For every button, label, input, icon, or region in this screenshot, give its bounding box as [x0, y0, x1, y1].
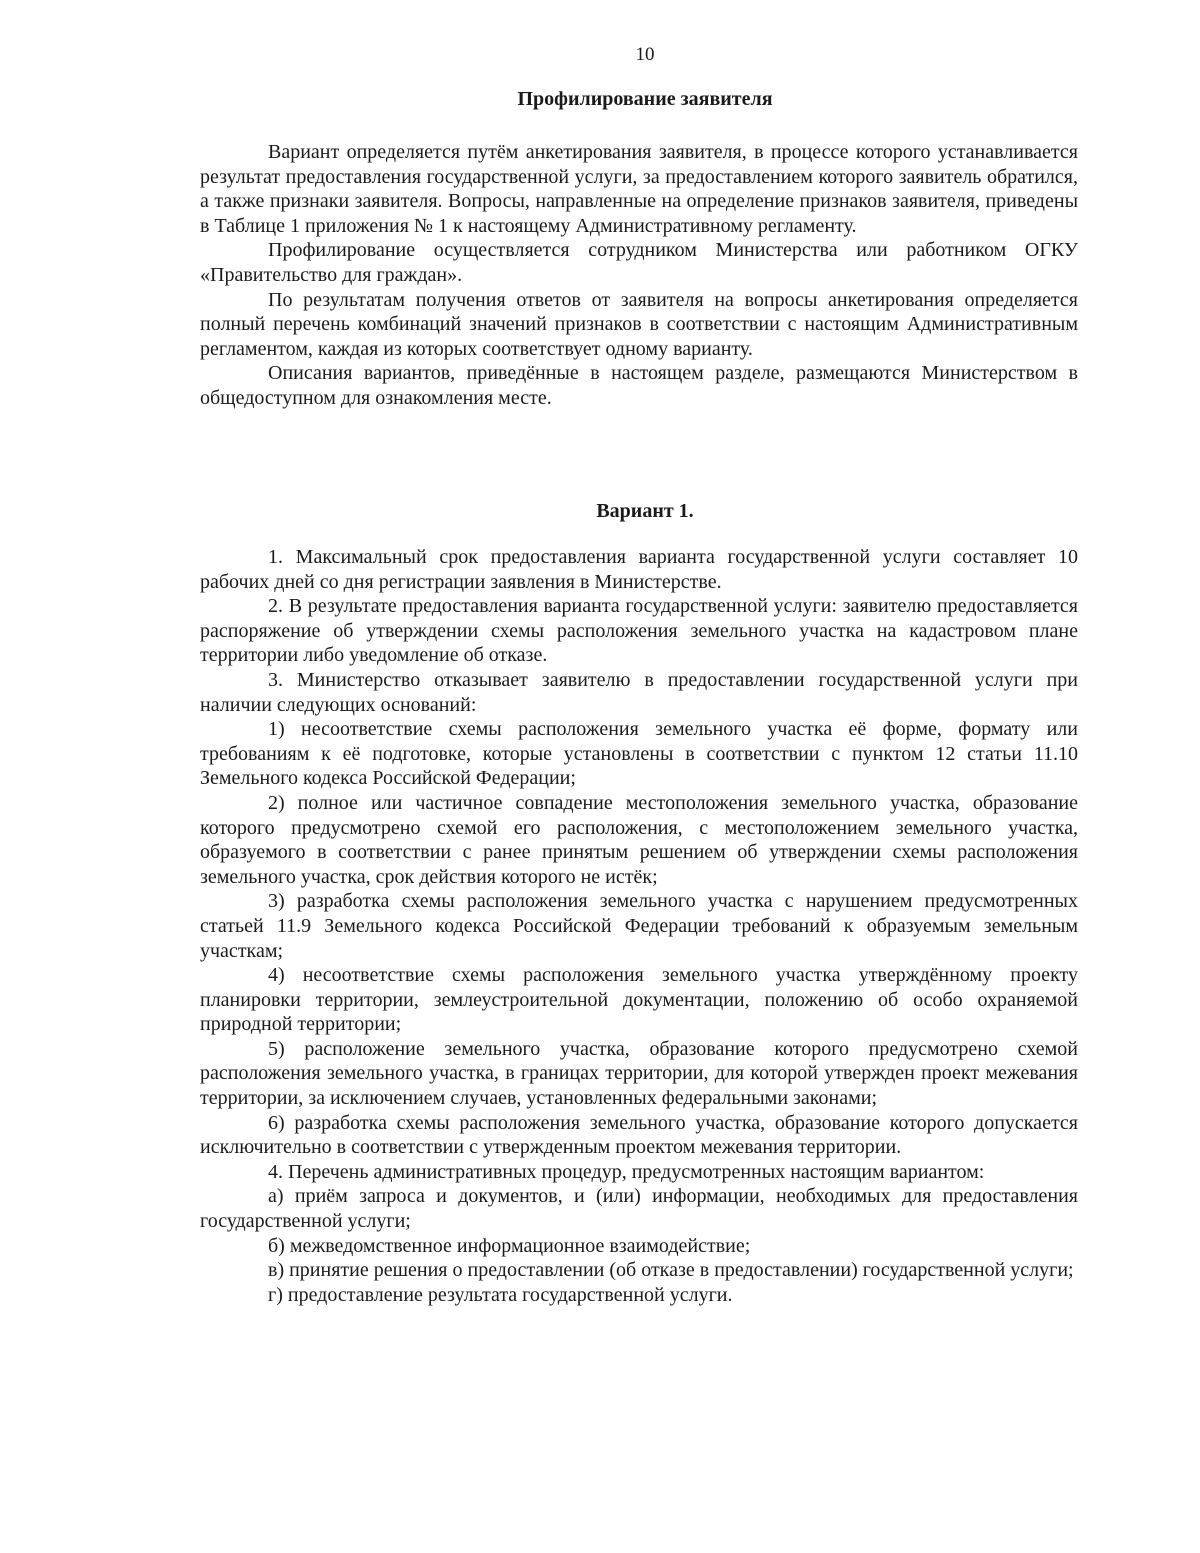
list-item: 5) расположение земельного участка, образование которого предусмотрено схемой расположения земельного участка, в границах территории, для которой утвержден проект межевания территории, за исключением случаев, установленных федеральными законами; — [200, 1037, 1078, 1110]
list-item: в) принятие решения о предоставлении (об отказе в предоставлении) государственной услуги; — [268, 1259, 1074, 1282]
paragraph: 4. Перечень административных процедур, предусмотренных настоящим вариантом: — [268, 1160, 985, 1183]
list-item: г) предоставление результата государственной услуги. — [268, 1283, 733, 1306]
list-item: 4) несоответствие схемы расположения земельного участка утверждённому проекту планировки территории, землеустроительной документации, положению об особо охраняемой природной территории; — [200, 964, 1078, 1036]
paragraph: Вариант определяется путём анкетирования заявителя, в процессе которого устанавливается результат предоставления государственной услуги, за предоставлением которого заявитель обратился, а также признаки заявителя. Вопросы, направленные на определение признаков заявителя, приведены в Таблице 1 приложения № 1 к настоящему Административному регламенту. — [200, 141, 1078, 237]
list-item: б) межведомственное информационное взаимодействие; — [268, 1234, 751, 1257]
section-profiling-body — [200, 140, 1078, 411]
list-item: 2) полное или частичное совпадение местоположения земельного участка, образование которого предусмотрено схемой его расположения, с местоположением земельного участка, образуемого в соответствии с ранее принятым решением об утверждении схемы расположения земельного участка, срок действия которого не истёк; — [200, 791, 1078, 888]
section-title-variant-1: Вариант 1. — [596, 500, 694, 522]
paragraph: Описания вариантов, приведённые в настоящем разделе, размещаются Министерством в общедоступном для ознакомления месте. — [200, 362, 1078, 409]
paragraph: 1. Максимальный срок предоставления варианта государственной услуги составляет 10 рабочих дней со дня регистрации заявления в Министерстве. — [200, 546, 1078, 593]
paragraph: Профилирование осуществляется сотрудником Министерства или работником ОГКУ «Правительство для граждан». — [200, 239, 1078, 286]
paragraph: 2. В результате предоставления варианта государственной услуги: заявителю предоставляется распоряжение об утверждении схемы расположения земельного участка на кадастровом плане территории либо уведомление об отказе. — [200, 595, 1078, 667]
list-item: 1) несоответствие схемы расположения земельного участка её форме, формату или требованиям к её подготовке, которые установлены в соответствии с пунктом 12 статьи 11.10 Земельного кодекса Российской Федерации; — [200, 718, 1078, 790]
section-title-profiling: Профилирование заявителя — [517, 88, 773, 110]
paragraph: По результатам получения ответов от заявителя на вопросы анкетирования определяется полный перечень комбинаций значений признаков в соответствии с настоящим Административным регламентом, каждая из которых соответствует одному варианту. — [200, 288, 1078, 360]
page-number: 10 — [635, 44, 655, 65]
paragraph: 3. Министерство отказывает заявителю в предоставлении государственной услуги при наличии следующих оснований: — [200, 668, 1078, 716]
list-item: а) приём запроса и документов, и (или) информации, необходимых для предоставления государственной услуги; — [200, 1185, 1078, 1233]
section-variant-1-body — [200, 545, 1078, 1307]
list-item: 6) разработка схемы расположения земельного участка, образование которого допускается исключительно в соответствии с утвержденным проектом межевания территории. — [200, 1111, 1078, 1159]
list-item: 3) разработка схемы расположения земельного участка с нарушением предусмотренных статьей 11.9 Земельного кодекса Российской Федерации требований к образуемым земельным участкам; — [200, 890, 1078, 962]
